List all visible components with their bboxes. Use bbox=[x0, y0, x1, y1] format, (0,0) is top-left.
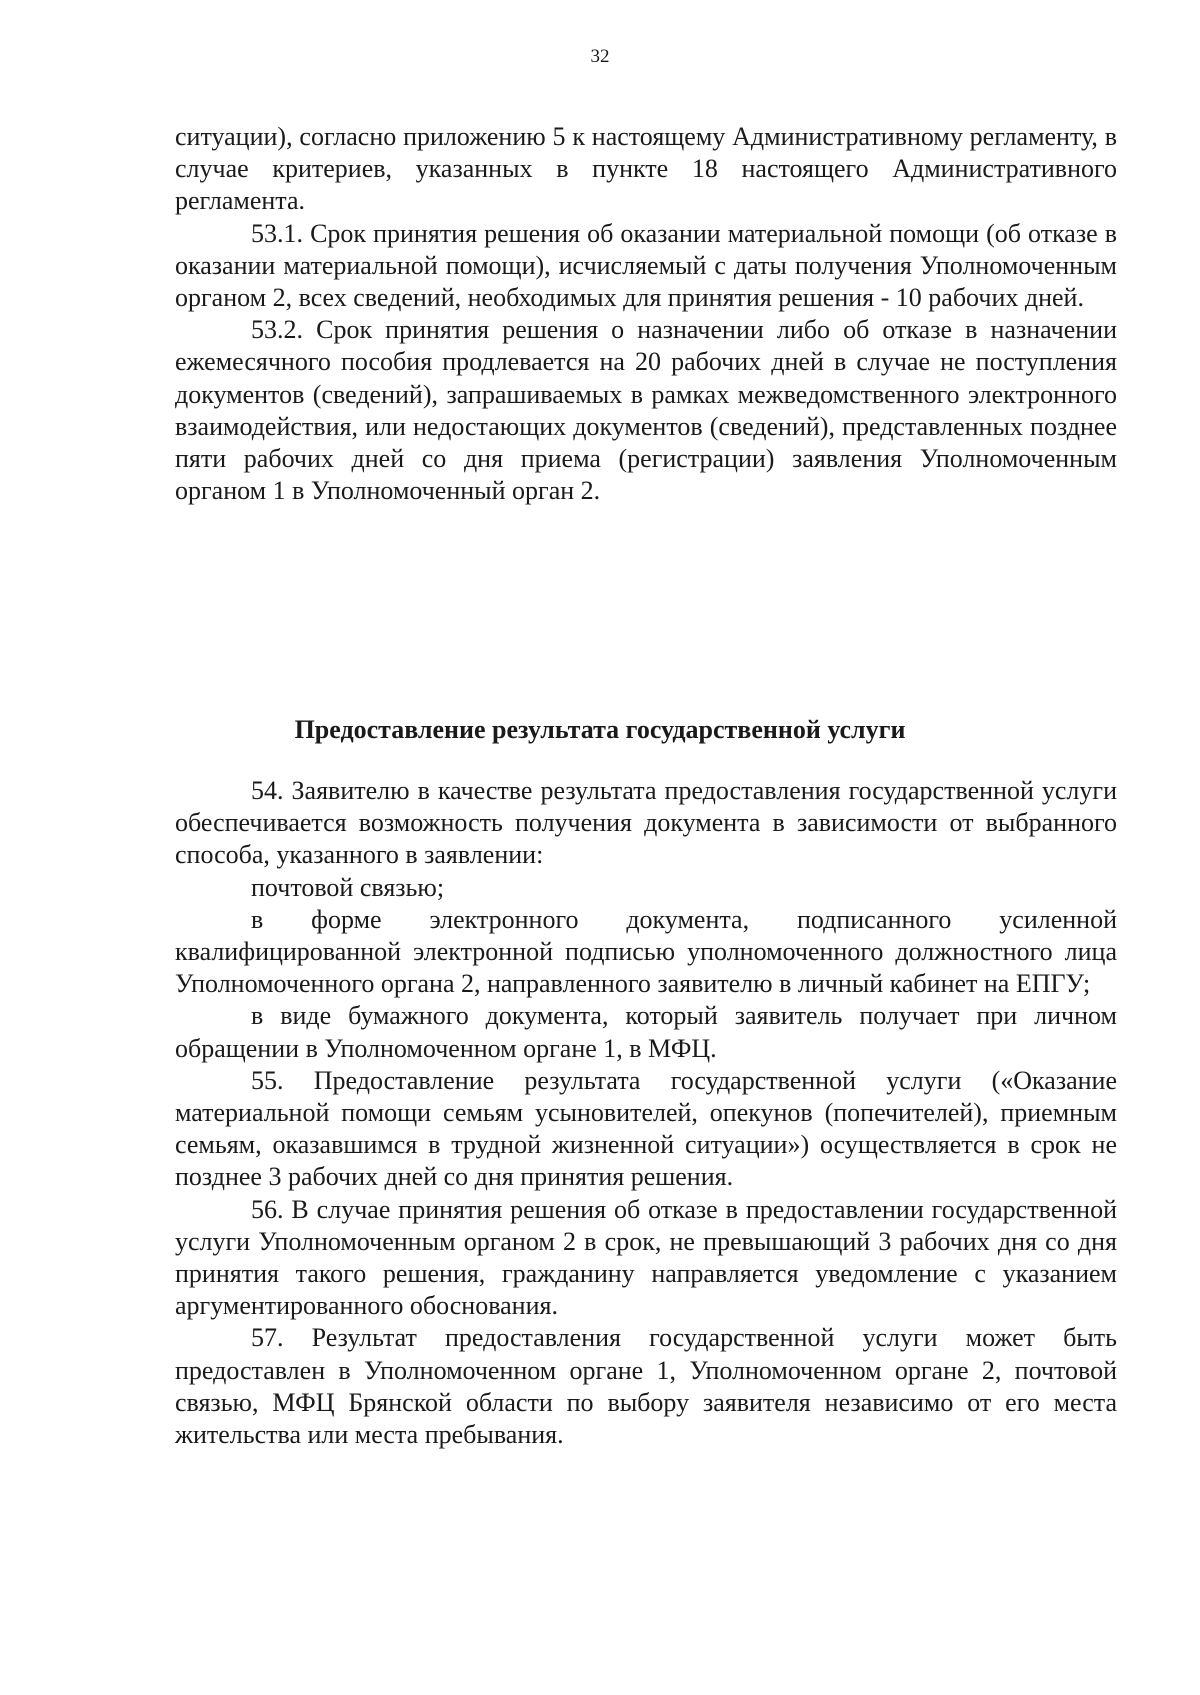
paragraph-57: 57. Результат предоставления государственной услуги может быть предоставлен в Уполномоченном органе 1, Уполномоченном органе 2, почтовой связью, МФЦ Брянской области по выбору заявителя независимо от его места жительства или места пребывания. bbox=[175, 1323, 1117, 1450]
list-item-electronic: в форме электронного документа, подписанного усиленной квалифицированной электронной подписью уполномоченного должностного лица Уполномоченного органа 2, направленного заявителю в личный кабинет на ЕПГУ; bbox=[175, 904, 1117, 999]
list-item-postal: почтовой связью; bbox=[251, 872, 445, 902]
page-number: 32 bbox=[590, 46, 610, 67]
paragraph-53-1: 53.1. Срок принятия решения об оказании материальной помощи (об отказе в оказании материальной помощи), исчисляемый с даты получения Уполномоченным органом 2, всех сведений, необходимых для принятия решения - 10 рабочих дней. bbox=[175, 218, 1117, 313]
paragraph-55: 55. Предоставление результата государственной услуги («Оказание материальной помощи семьям усыновителей, опекунов (попечителей), приемным семьям, оказавшимся в трудной жизненной ситуации») осуществляется в срок не позднее 3 рабочих дней со дня принятия решения. bbox=[175, 1065, 1117, 1192]
top-text-block bbox=[175, 121, 1117, 507]
paragraph-53-2: 53.2. Срок принятия решения о назначении либо об отказе в назначении ежемесячного пособия продлевается на 20 рабочих дней в случае не поступления документов (сведений), запрашиваемых в рамках межведомственного электронного взаимодействия, или недостающих документов (сведений), представленных позднее пяти рабочих дней со дня приема (регистрации) заявления Уполномоченным органом 1 в Уполномоченный орган 2. bbox=[175, 315, 1117, 506]
paragraph-56: 56. В случае принятия решения об отказе в предоставлении государственной услуги Уполномоченным органом 2 в срок, не превышающий 3 рабочих дня со дня принятия такого решения, гражданину направляется уведомление с указанием аргументированного обоснования. bbox=[175, 1194, 1117, 1321]
bottom-text-block bbox=[175, 775, 1117, 1451]
paragraph-54: 54. Заявителю в качестве результата предоставления государственной услуги обеспечивается возможность получения документа в зависимости от выбранного способа, указанного в заявлении: bbox=[175, 776, 1117, 870]
paragraph-continuation: ситуации), согласно приложению 5 к настоящему Административному регламенту, в случае критериев, указанных в пункте 18 настоящего Административного регламента. bbox=[175, 122, 1117, 216]
section-heading: Предоставление результата государственной услуги bbox=[294, 715, 906, 744]
list-item-paper: в виде бумажного документа, который заявитель получает при личном обращении в Уполномоченном органе 1, в МФЦ. bbox=[175, 1001, 1117, 1063]
